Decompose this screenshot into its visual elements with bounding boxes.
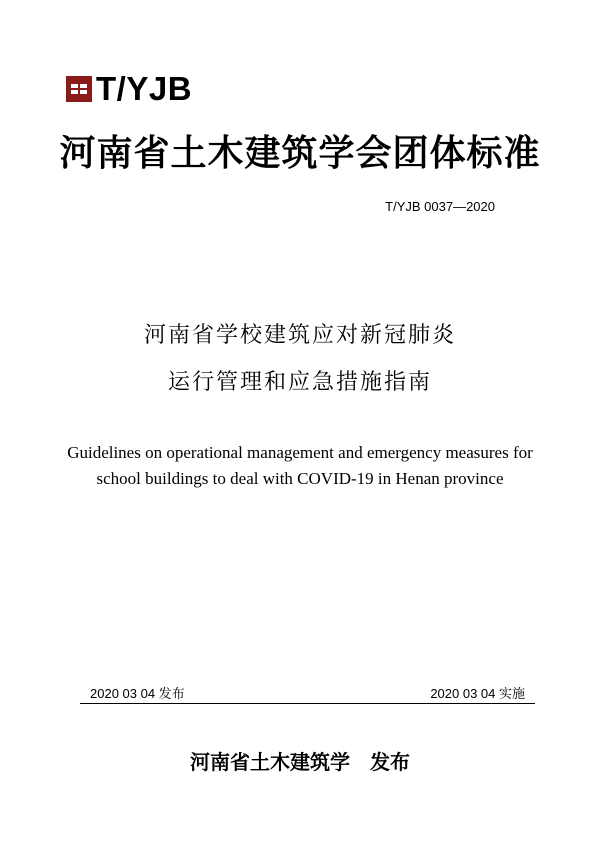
logo-text: T/YJB [96, 70, 193, 107]
title-zh-line1: 河南省学校建筑应对新冠肺炎 [143, 323, 456, 348]
title-en-line2: school buildings to deal with COVID-19 in Henan province [96, 469, 504, 488]
implementation-date: 2020 03 04 实施 [430, 686, 525, 701]
organization-standard-heading: 河南省土木建筑学会团体标准 [59, 132, 541, 174]
publish-label: 发布 [370, 750, 410, 774]
issue-date: 2020 03 04 发布 [90, 686, 185, 701]
publisher: 河南省土木建筑学 [190, 750, 350, 774]
logo-mark-icon [66, 76, 92, 102]
title-en-line1: Guidelines on operational management and emergency measures for [67, 443, 533, 462]
standard-logo [66, 72, 192, 105]
standard-code: T/YJB 0037—2020 [385, 199, 495, 214]
title-en [0, 440, 600, 492]
title-zh-line2: 运行管理和应急措施指南 [167, 370, 432, 395]
divider [80, 703, 535, 704]
